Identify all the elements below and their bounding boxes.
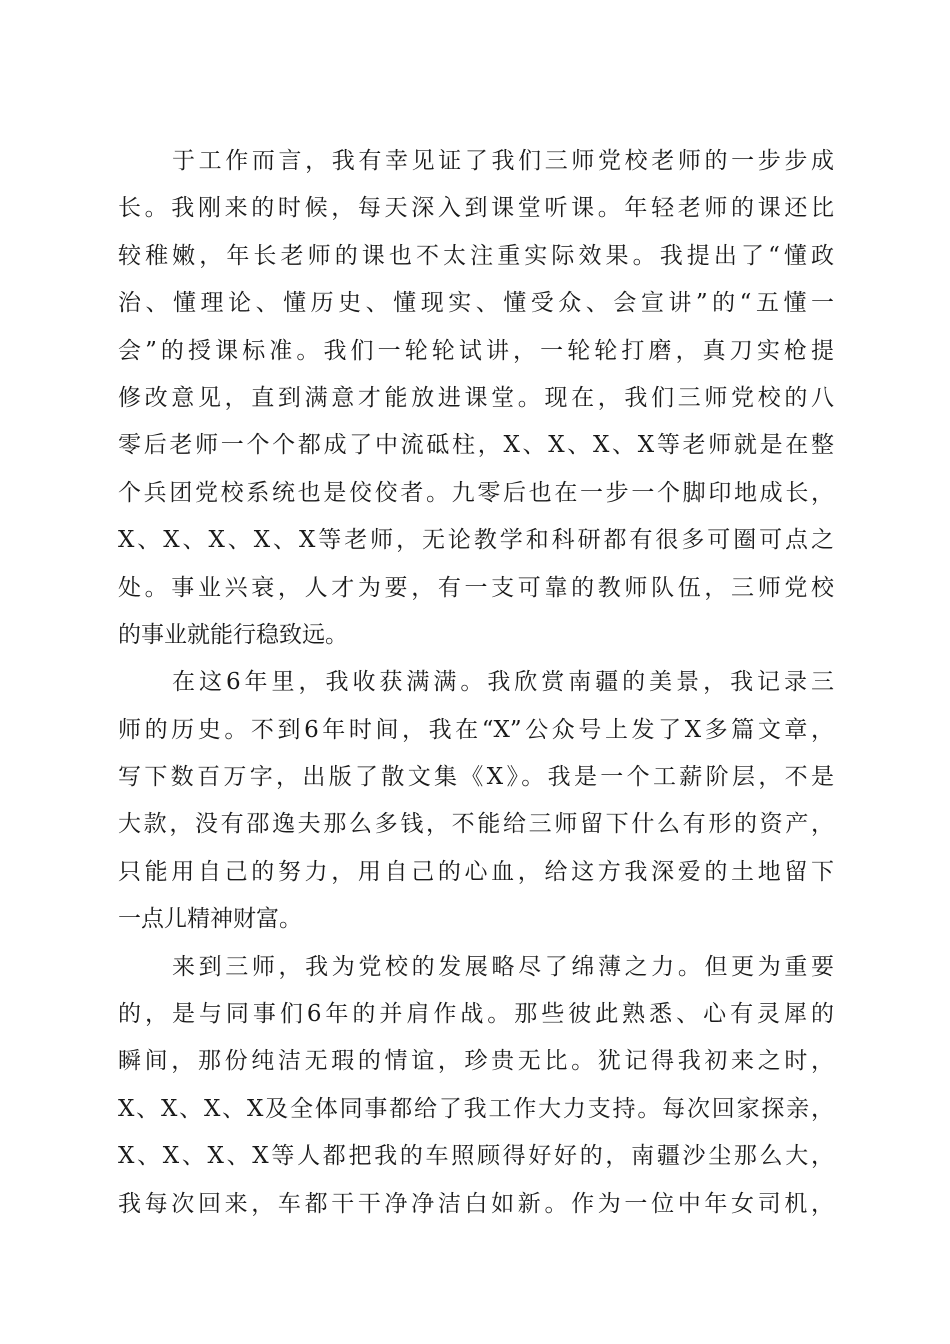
text-line: X、X、X、X、X等老师，无论教学和科研都有很多可圈可点之: [118, 527, 834, 554]
text-line: 师的历史。不到6年时间，我在“X”公众号上发了X多篇文章，: [118, 716, 834, 743]
text-line: X、X、X、X等人都把我的车照顾得好好的，南疆沙尘那么大，: [118, 1143, 834, 1170]
text-line: 修改意见，直到满意才能放进课堂。现在，我们三师党校的八: [118, 384, 834, 411]
text-line: 处。事业兴衰，人才为要，有一支可靠的教师队伍，三师党校: [118, 574, 834, 601]
paragraph-2: [118, 659, 834, 943]
text-line: 在这6年里，我收获满满。我欣赏南疆的美景，我记录三: [172, 669, 834, 696]
text-line: 瞬间，那份纯洁无瑕的情谊，珍贵无比。犹记得我初来之时，: [118, 1048, 834, 1075]
text-line: 我每次回来，车都干干净净洁白如新。作为一位中年女司机，: [118, 1190, 834, 1217]
text-line: 来到三师，我为党校的发展略尽了绵薄之力。但更为重要: [172, 953, 834, 980]
text-line: 零后老师一个个都成了中流砥柱，X、X、X、X等老师就是在整: [118, 432, 834, 459]
text-line: 一点儿精神财富。: [118, 906, 302, 933]
text-line: X、X、X、X及全体同事都给了我工作大力支持。每次回家探亲，: [118, 1095, 834, 1122]
text-line: 个兵团党校系统也是佼佼者。九零后也在一步一个脚印地成长，: [118, 479, 834, 506]
text-line: 会”的授课标准。我们一轮轮试讲，一轮轮打磨，真刀实枪提: [118, 337, 834, 364]
text-line: 的事业就能行稳致远。: [118, 621, 348, 648]
text-line: 写下数百万字，出版了散文集《X》。我是一个工薪阶层，不是: [118, 764, 834, 791]
text-line: 大款，没有邵逸夫那么多钱，不能给三师留下什么有形的资产，: [118, 811, 834, 838]
text-line: 较稚嫩，年长老师的课也不太注重实际效果。我提出了“懂政: [118, 242, 834, 269]
text-line: 治、懂理论、懂历史、懂现实、懂受众、会宣讲”的“五懂一: [118, 290, 834, 317]
text-line: 于工作而言，我有幸见证了我们三师党校老师的一步步成: [172, 148, 834, 174]
paragraph-1: [118, 138, 834, 659]
paragraph-3: [118, 944, 834, 1228]
text-line: 只能用自己的努力，用自己的心血，给这方我深爱的土地留下: [118, 858, 834, 885]
text-line: 长。我刚来的时候，每天深入到课堂听课。年轻老师的课还比: [118, 195, 834, 222]
text-line: 的，是与同事们6年的并肩作战。那些彼此熟悉、心有灵犀的: [118, 1001, 834, 1028]
document-body: [118, 138, 834, 1228]
